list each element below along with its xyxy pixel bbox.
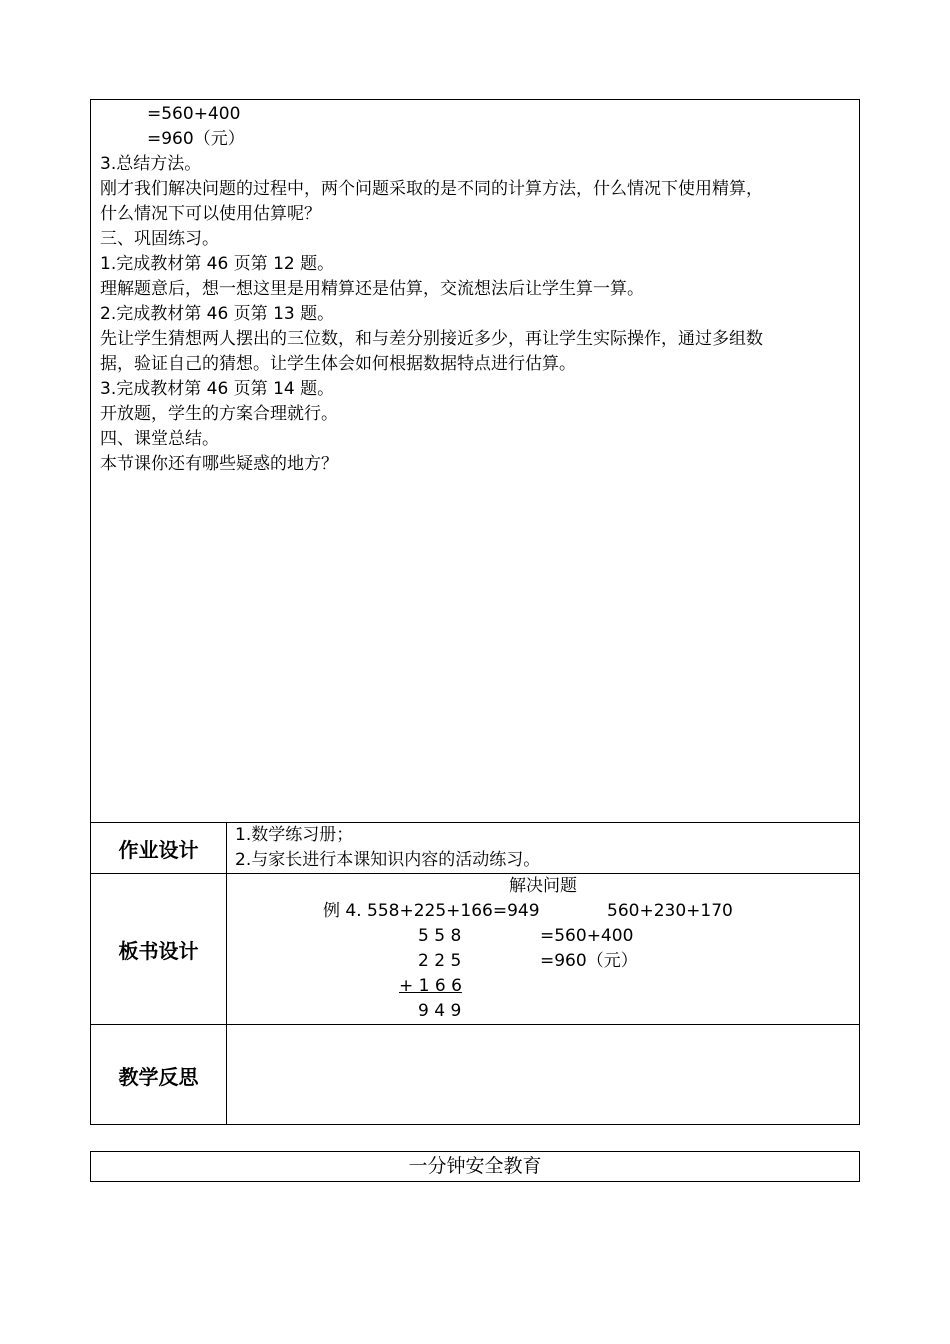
process-line: 理解题意后，想一想这里是用精算还是估算，交流想法后让学生算一算。 [100, 279, 644, 299]
safety-title: 一分钟安全教育 [408, 1155, 542, 1177]
board-step: =960（元） [540, 951, 638, 971]
vertical-sum: 9 4 9 [418, 1001, 462, 1021]
process-line: 1.完成教材第 46 页第 12 题。 [100, 254, 335, 274]
vertical-addend: 5 5 8 [418, 926, 462, 946]
homework-label: 作业设计 [91, 823, 227, 873]
reflection-content [227, 1025, 859, 1125]
process-line: 3.完成教材第 46 页第 14 题。 [100, 379, 335, 399]
process-line: 2.完成教材第 46 页第 13 题。 [100, 304, 335, 324]
homework-item: 1.数学练习册； [235, 825, 354, 845]
homework-row [91, 822, 859, 873]
calc-line: =560+400 [147, 104, 241, 124]
lesson-plan-table [90, 99, 860, 1125]
homework-content [227, 823, 859, 873]
board-title: 解决问题 [509, 876, 577, 896]
board-example: 例 4. 558+225+166=949 [323, 901, 540, 921]
homework-item: 2.与家长进行本课知识内容的活动练习。 [235, 850, 541, 870]
process-line: 本节课你还有哪些疑惑的地方？ [100, 454, 338, 474]
process-line: 什么情况下可以使用估算呢？ [100, 204, 321, 224]
vertical-addend: 2 2 5 [418, 951, 462, 971]
section-heading: 三、巩固练习。 [100, 229, 219, 249]
reflection-label: 教学反思 [91, 1025, 227, 1125]
board-alt-expression: 560+230+170 [607, 901, 733, 921]
reflection-row [91, 1024, 859, 1125]
process-line: 3.总结方法。 [100, 154, 202, 174]
process-line: 据，验证自己的猜想。让学生体会如何根据数据特点进行估算。 [100, 354, 576, 374]
board-step: =560+400 [540, 926, 634, 946]
board-design-content [227, 874, 859, 1024]
process-line: 刚才我们解决问题的过程中，两个问题采取的是不同的计算方法，什么情况下使用精算， [100, 179, 763, 199]
board-design-row [91, 873, 859, 1024]
teaching-process-cell [91, 100, 859, 822]
vertical-addend-underlined: + 1 6 6 [399, 976, 462, 996]
process-line: 开放题，学生的方案合理就行。 [100, 404, 338, 424]
calc-line: =960（元） [147, 129, 245, 149]
section-heading: 四、课堂总结。 [100, 429, 219, 449]
process-line: 先让学生猜想两人摆出的三位数，和与差分别接近多少，再让学生实际操作，通过多组数 [100, 329, 763, 349]
board-design-label: 板书设计 [91, 874, 227, 1024]
safety-education-box [90, 1151, 860, 1182]
